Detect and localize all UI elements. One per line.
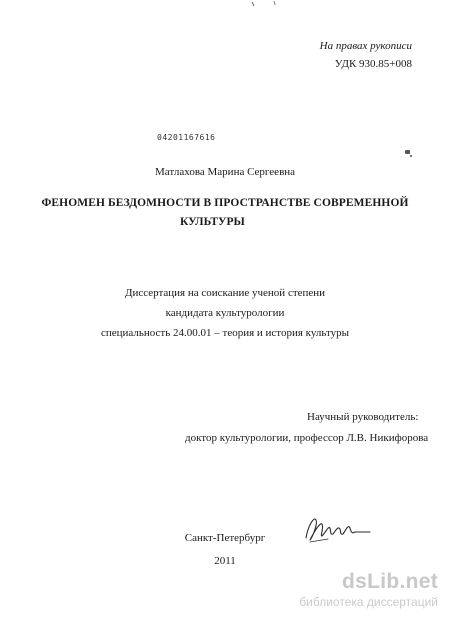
dissertation-line1: Диссертация на соискание ученой степени [124, 287, 326, 299]
watermark-logo: dsLib.net [341, 570, 438, 593]
udk-code: УДК 930.85+008 [334, 58, 412, 70]
year: 2011 [214, 555, 236, 567]
rights-notice: На правах рукописи [319, 40, 412, 52]
watermark-subtitle: библиотека диссертаций [299, 595, 438, 609]
supervisor-name: доктор культурологии, профессор Л.В. Никифорова [185, 432, 429, 444]
supervisor-label: Научный руководитель: [307, 411, 419, 423]
thesis-title-line2: КУЛЬТУРЫ [180, 216, 245, 228]
dissertation-line2: кандидата культурологии [165, 307, 285, 319]
author-name: Матлахова Марина Сергеевна [154, 166, 296, 178]
thesis-title-line1: ФЕНОМЕН БЕЗДОМНОСТИ В ПРОСТРАНСТВЕ СОВРЕМЕННОЙ [41, 197, 409, 209]
ink-speck [410, 155, 412, 157]
city: Санкт-Петербург [184, 532, 266, 544]
scan-id-number: 04201167616 [157, 133, 216, 142]
ink-speck [405, 150, 410, 154]
dissertation-line3: специальность 24.00.01 – теория и история культуры [100, 327, 350, 339]
scan-mark [248, 0, 288, 10]
